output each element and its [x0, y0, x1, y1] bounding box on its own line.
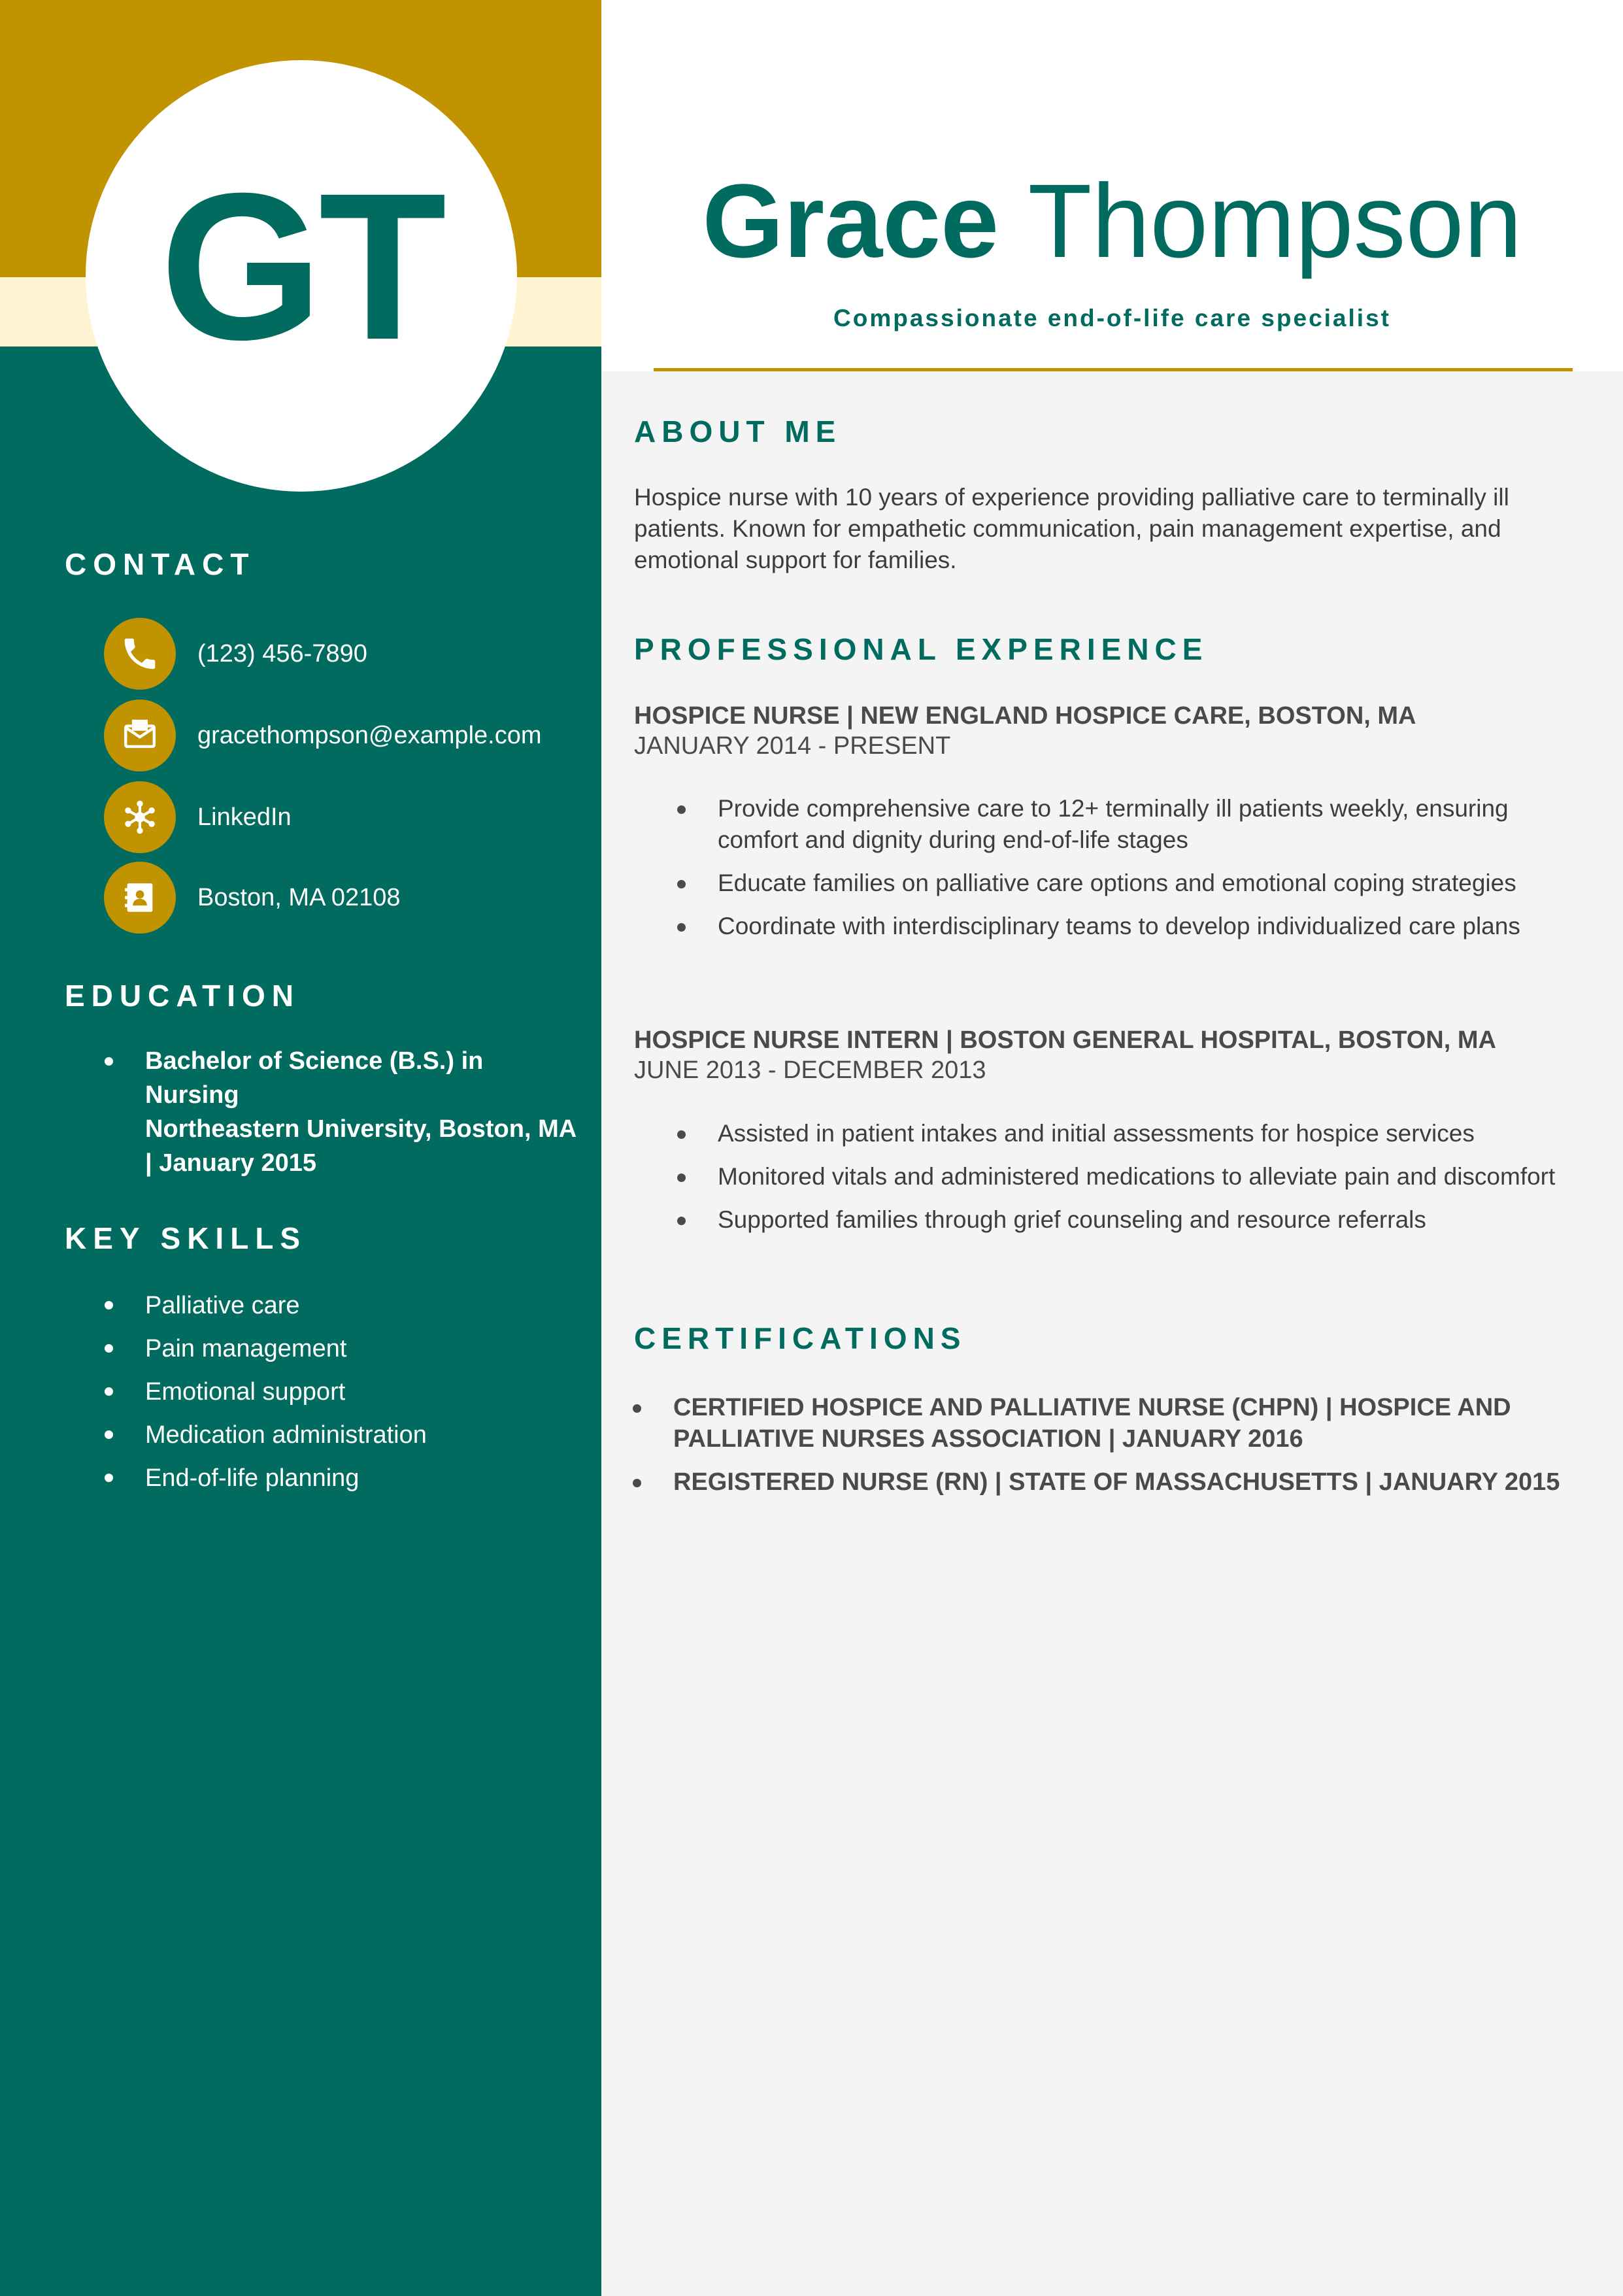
education-school: Northeastern University, Boston, MA | January 2015 [145, 1115, 576, 1177]
certifications-list [633, 1392, 1561, 1510]
about-text: Hospice nurse with 10 years of experience providing palliative care to terminally ill patients. Known for empathetic communication, pain management expertise, and emotional support for families. [634, 484, 1509, 573]
tagline: Compassionate end-of-life care specialist [833, 305, 1391, 331]
education-degree: Bachelor of Science (B.S.) in Nursing [145, 1047, 484, 1109]
header-divider [654, 368, 1573, 371]
contact-linkedin-text[interactable]: LinkedIn [197, 803, 292, 831]
contact-email-text[interactable]: gracethompson@example.com [197, 722, 542, 749]
job-bullet: Monitored vitals and administered medications to alleviate pain and discomfort [677, 1161, 1579, 1192]
candidate-name [601, 162, 1623, 279]
job-bullets [677, 1118, 1579, 1247]
about-heading: ABOUT ME [634, 414, 842, 448]
contact-email [104, 700, 563, 771]
contact-phone-text: (123) 456-7890 [197, 640, 367, 667]
skills-heading: KEY SKILLS [65, 1221, 307, 1255]
skill-item: Palliative care [105, 1284, 427, 1327]
certification-item: REGISTERED NURSE (RN) | STATE OF MASSACHUSETTS | JANUARY 2015 [633, 1466, 1561, 1498]
skills-list [105, 1284, 427, 1500]
job-bullet: Assisted in patient intakes and initial assessments for hospice services [677, 1118, 1579, 1149]
job-bullet: Provide comprehensive care to 12+ terminally ill patients weekly, ensuring comfort and dignity during end-of-life stages [677, 793, 1579, 856]
email-icon [104, 700, 176, 771]
avatar-initials: GT [159, 149, 443, 383]
first-name: Grace [702, 162, 999, 279]
last-name: Thompson [1028, 162, 1522, 279]
job-bullets [677, 793, 1579, 954]
address-icon [104, 862, 176, 934]
skill-item: End-of-life planning [105, 1457, 427, 1500]
job-bullet: Educate families on palliative care options and emotional coping strategies [677, 868, 1579, 899]
contact-heading: CONTACT [65, 547, 256, 581]
certifications-heading: CERTIFICATIONS [634, 1321, 967, 1355]
job-title: HOSPICE NURSE INTERN | BOSTON GENERAL HOSPITAL, BOSTON, MA [634, 1026, 1496, 1054]
certification-item: CERTIFIED HOSPICE AND PALLIATIVE NURSE (CHPN) | HOSPICE AND PALLIATIVE NURSES ASSOCIATION | JANUARY 2016 [633, 1392, 1561, 1455]
contact-phone [104, 618, 563, 690]
job-dates: JUNE 2013 - DECEMBER 2013 [634, 1056, 986, 1084]
education-list [105, 1044, 577, 1180]
job-title: HOSPICE NURSE | NEW ENGLAND HOSPICE CARE, BOSTON, MA [634, 702, 1416, 730]
job-bullet: Coordinate with interdisciplinary teams to develop individualized care plans [677, 911, 1579, 942]
skill-item: Emotional support [105, 1370, 427, 1413]
phone-icon [104, 618, 176, 690]
skill-item: Medication administration [105, 1413, 427, 1457]
education-heading: EDUCATION [65, 979, 301, 1013]
contact-linkedin [104, 781, 563, 853]
skill-item: Pain management [105, 1327, 427, 1370]
linkedin-icon [104, 781, 176, 853]
education-item [105, 1044, 577, 1180]
contact-address-text: Boston, MA 02108 [197, 884, 401, 911]
avatar [86, 60, 517, 492]
job-bullet: Supported families through grief counseling and resource referrals [677, 1204, 1579, 1236]
contact-address [104, 862, 563, 934]
job-dates: JANUARY 2014 - PRESENT [634, 732, 951, 760]
experience-heading: PROFESSIONAL EXPERIENCE [634, 632, 1209, 666]
